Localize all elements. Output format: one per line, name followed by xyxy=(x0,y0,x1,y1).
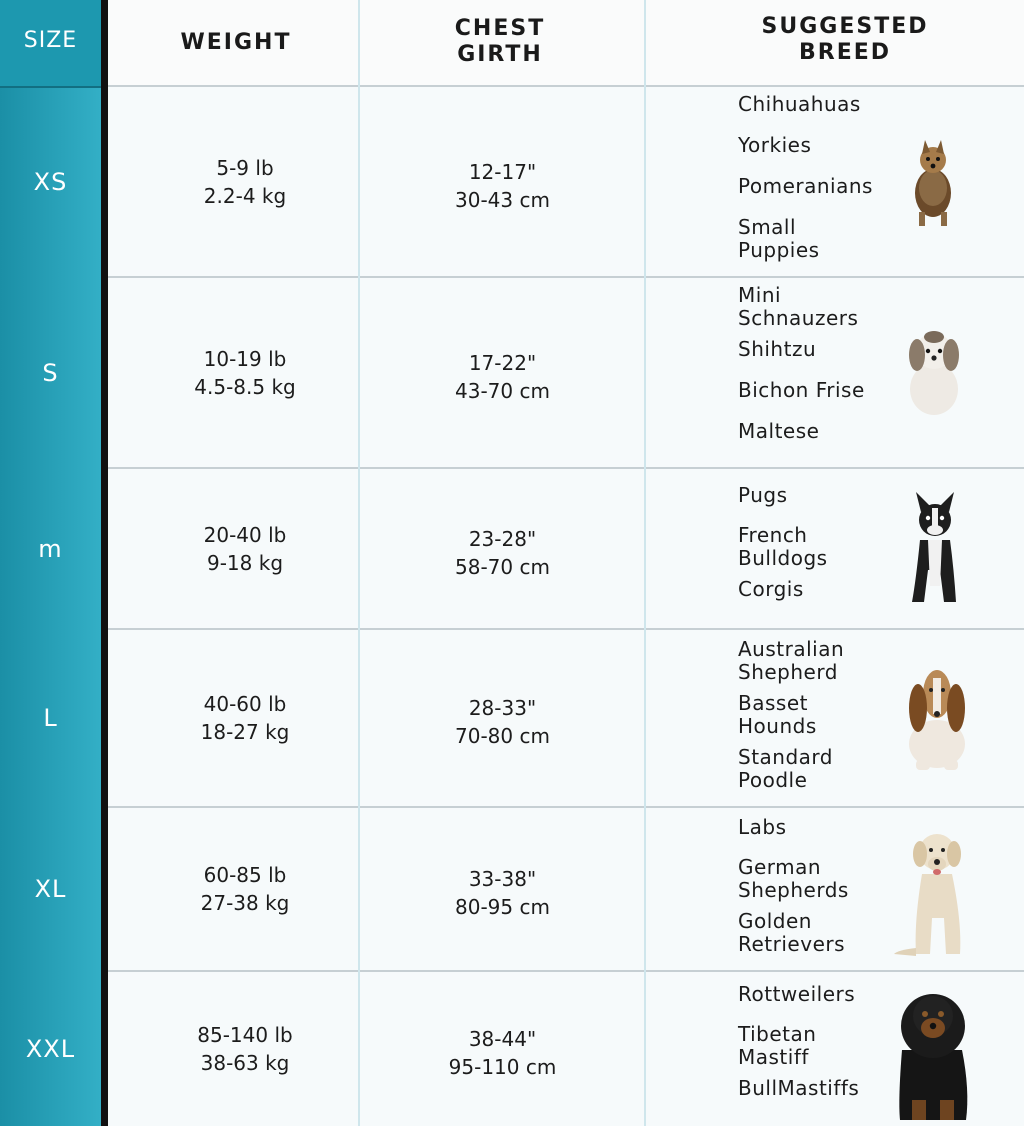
weight-column-header: WEIGHT xyxy=(180,30,292,55)
breed-name: Pomeranians xyxy=(738,174,873,198)
breed-name: Shihtzu xyxy=(738,337,817,361)
weight-kg: 38-63 kg xyxy=(200,1050,290,1075)
chest-girth-cell xyxy=(395,694,610,750)
row-divider xyxy=(108,85,1024,87)
tibetan-mastiff-icon xyxy=(892,980,974,1126)
weight-kg: 4.5-8.5 kg xyxy=(194,374,296,399)
breed-name: French Bulldogs xyxy=(738,523,828,570)
chest-girth-cell xyxy=(395,1025,610,1081)
weight-lb: 40-60 lb xyxy=(203,692,287,716)
row-divider xyxy=(108,970,1024,972)
girth-cm: 80-95 cm xyxy=(455,895,550,919)
girth-cm: 95-110 cm xyxy=(448,1054,557,1079)
breed-name: Golden Retrievers xyxy=(738,909,846,956)
weight-cell xyxy=(130,154,360,210)
weight-cell xyxy=(130,690,360,746)
row-divider xyxy=(108,628,1024,630)
size-label: m xyxy=(38,534,63,563)
size-label: XS xyxy=(33,167,68,196)
column-divider xyxy=(358,0,360,1126)
yorkie-icon xyxy=(905,138,961,232)
weight-kg: 18-27 kg xyxy=(200,720,290,744)
breed-name: Yorkies xyxy=(738,133,812,157)
girth-cm: 43-70 cm xyxy=(455,378,550,403)
weight-cell xyxy=(130,1021,360,1077)
column-divider xyxy=(644,0,646,1126)
weight-kg: 9-18 kg xyxy=(206,550,284,575)
girth-inches: 17-22" xyxy=(468,350,537,375)
boston-terrier-icon xyxy=(902,490,968,614)
breed-name: German Shepherds xyxy=(738,855,849,902)
row-divider xyxy=(108,276,1024,278)
sidebar-edge xyxy=(101,0,108,1126)
breed-name: Australian Shepherd xyxy=(738,637,845,684)
girth-inches: 33-38" xyxy=(468,867,537,891)
breed-name: Basset Hounds xyxy=(738,691,817,738)
breed-name: Tibetan Mastiff xyxy=(738,1022,817,1069)
breed-name: Small Puppies xyxy=(738,215,820,262)
size-column-header: SIZE xyxy=(23,28,78,53)
weight-kg: 27-38 kg xyxy=(200,891,290,915)
chest-girth-column-header: CHEST GIRTH xyxy=(454,16,546,67)
breed-name: Maltese xyxy=(738,419,820,443)
row-divider xyxy=(108,467,1024,469)
breed-name: Mini Schnauzers xyxy=(738,283,859,330)
breed-name: BullMastiffs xyxy=(738,1076,860,1100)
breed-name: Pugs xyxy=(738,483,788,507)
size-label: L xyxy=(43,704,58,732)
shih-tzu-icon xyxy=(902,325,966,421)
size-label: XL xyxy=(34,875,67,903)
girth-inches: 28-33" xyxy=(468,696,537,720)
suggested-breed-column-header: SUGGESTED BREED xyxy=(761,14,929,65)
weight-lb: 20-40 lb xyxy=(203,522,287,547)
breed-name: Rottweilers xyxy=(738,982,856,1006)
breed-name: Standard Poodle xyxy=(738,745,833,792)
weight-cell xyxy=(130,521,360,577)
breed-name: Chihuahuas xyxy=(738,92,861,116)
girth-inches: 23-28" xyxy=(468,526,537,551)
girth-inches: 12-17" xyxy=(468,159,537,184)
girth-cm: 58-70 cm xyxy=(455,554,550,579)
breed-name: Bichon Frise xyxy=(738,378,865,402)
weight-lb: 10-19 lb xyxy=(203,346,287,371)
chest-girth-cell xyxy=(395,158,610,214)
labrador-icon xyxy=(892,822,982,964)
weight-lb: 85-140 lb xyxy=(197,1022,293,1047)
chest-girth-cell xyxy=(395,349,610,405)
weight-lb: 5-9 lb xyxy=(216,155,274,180)
chest-girth-cell xyxy=(395,865,610,921)
size-label: XXL xyxy=(25,1034,76,1063)
girth-inches: 38-44" xyxy=(468,1026,537,1051)
row-divider xyxy=(108,806,1024,808)
girth-cm: 30-43 cm xyxy=(455,187,550,212)
breed-name: Corgis xyxy=(738,577,804,601)
weight-cell xyxy=(130,345,360,401)
weight-lb: 60-85 lb xyxy=(203,863,287,887)
breed-name: Labs xyxy=(738,815,787,839)
basset-hound-icon xyxy=(902,662,972,778)
weight-cell xyxy=(130,861,360,917)
weight-kg: 2.2-4 kg xyxy=(203,183,287,208)
girth-cm: 70-80 cm xyxy=(455,724,550,748)
chest-girth-cell xyxy=(395,525,610,581)
size-label: S xyxy=(42,358,59,387)
